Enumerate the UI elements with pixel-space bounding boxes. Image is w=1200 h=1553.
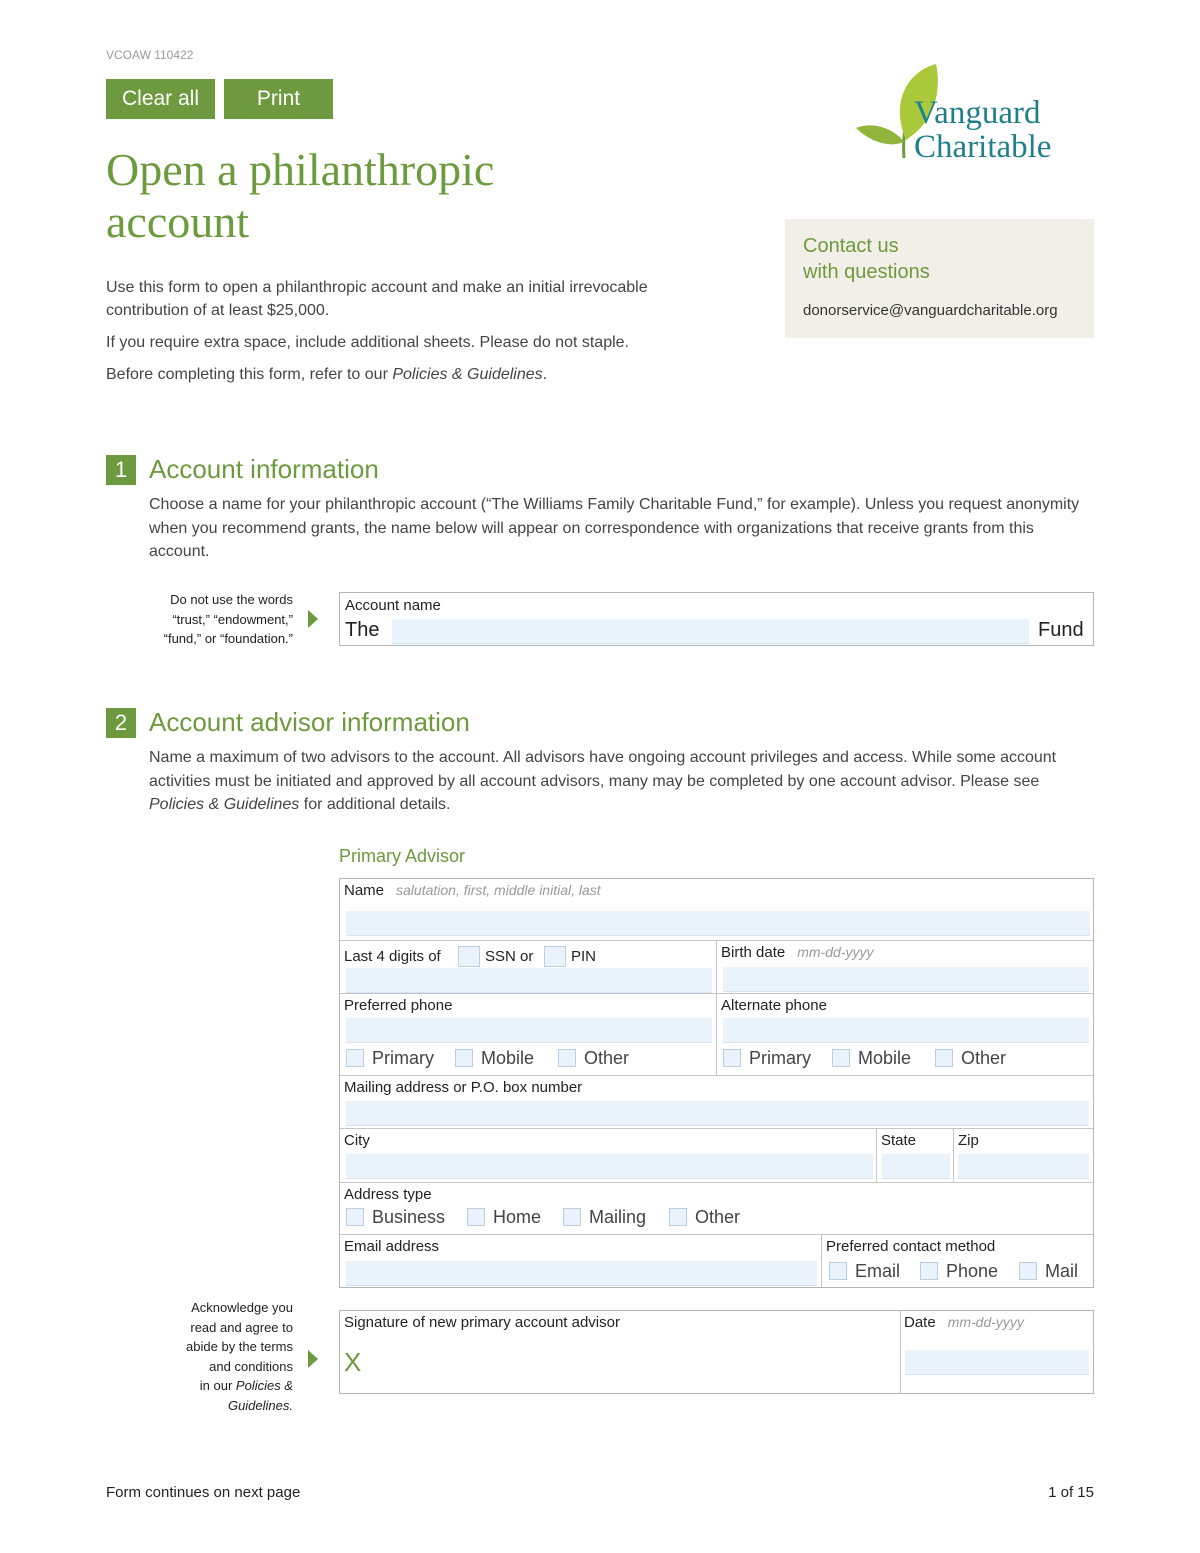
pin-checkbox[interactable]: [544, 946, 566, 967]
contact-phone-label: Phone: [946, 1261, 999, 1281]
name-row: [340, 879, 1093, 941]
preferred-phone-mobile-label: Mobile: [481, 1048, 535, 1068]
vanguard-charitable-logo: [852, 62, 1082, 166]
city-cell: [340, 1129, 877, 1183]
intro-p3: Before completing this form, refer to our Policies & Guidelines.: [106, 366, 548, 383]
preferred-phone-label: Preferred phone: [344, 997, 453, 1014]
contact-email[interactable]: donorservice@vanguardcharitable.org: [803, 302, 1058, 319]
section-2-description: Name a maximum of two advisors to the account. All advisors have ongoing account privileges and access. While some account activities must be initiated and approved by all account advisors, many may be completed by one account advisor. Please see Policies & Guidelines for additional details.: [149, 749, 1057, 813]
account-name-prefix: The: [345, 619, 380, 641]
logo-line-1: Vanguard: [914, 95, 1041, 131]
city-input[interactable]: [346, 1154, 873, 1179]
primary-advisor-form: [339, 878, 1094, 1288]
account-name-input[interactable]: [392, 619, 1029, 644]
alternate-phone-input[interactable]: [723, 1018, 1089, 1043]
primary-advisor-heading: Primary Advisor: [339, 846, 466, 866]
address-business-label: Business: [372, 1207, 446, 1227]
clear-all-button[interactable]: Clear all: [106, 79, 215, 119]
preferred-phone-other-label: Other: [584, 1048, 630, 1068]
title-line-1: Open a philanthropic: [106, 144, 495, 195]
section-2-number: 2: [106, 708, 136, 738]
alternate-phone-primary-label: Primary: [749, 1048, 811, 1068]
zip-label: Zip: [958, 1132, 979, 1149]
signature-box: [339, 1310, 1094, 1394]
arrow-icon: [308, 1350, 318, 1368]
birth-label: Birth date mm-dd-yyyy: [721, 944, 874, 961]
footer-continues: Form continues on next page: [106, 1484, 301, 1501]
state-cell: [877, 1129, 954, 1183]
birth-cell: [717, 941, 1093, 994]
preferred-phone-other-checkbox[interactable]: [558, 1049, 576, 1067]
address-other-checkbox[interactable]: [669, 1208, 687, 1226]
address-other-label: Other: [695, 1207, 741, 1227]
zip-input[interactable]: [958, 1154, 1089, 1179]
logo-line-2: Charitable: [914, 129, 1052, 165]
section-2-title: Account advisor information: [149, 707, 470, 737]
account-name-suffix: Fund: [1038, 619, 1084, 641]
preferred-phone-cell: [340, 994, 717, 1076]
policies-link[interactable]: Policies & Guidelines: [149, 796, 300, 813]
signature-date-label: Date mm-dd-yyyy: [904, 1314, 1024, 1331]
pin-label: PIN: [571, 948, 597, 965]
signature-x-mark: X: [344, 1347, 362, 1377]
address-business-checkbox[interactable]: [346, 1208, 364, 1226]
preferred-phone-primary-checkbox[interactable]: [346, 1049, 364, 1067]
policies-link[interactable]: Policies & Guidelines: [392, 366, 543, 383]
page-number: 1 of 15: [1048, 1484, 1094, 1501]
ssn-prefix: Last 4 digits of: [344, 948, 441, 965]
mailing-address-input[interactable]: [346, 1101, 1089, 1126]
signature-label: Signature of new primary account advisor: [344, 1314, 620, 1331]
address-home-label: Home: [493, 1207, 542, 1227]
name-input[interactable]: [346, 911, 1090, 936]
intro-p1: Use this form to open a philanthropic account and make an initial irrevocable contribution of at least $25,000.: [106, 279, 648, 319]
contact-box: [785, 219, 1094, 338]
arrow-icon: [308, 610, 318, 628]
intro-p2: If you require extra space, include additional sheets. Please do not staple.: [106, 334, 629, 351]
contact-mail-label: Mail: [1045, 1261, 1079, 1281]
section-1-note: Do not use the words “trust,” “endowment,” “fund,” or “foundation.”: [163, 592, 293, 646]
alternate-phone-other-checkbox[interactable]: [935, 1049, 953, 1067]
intro: [106, 276, 726, 386]
alternate-phone-label: Alternate phone: [721, 997, 827, 1014]
preferred-phone-input[interactable]: [346, 1018, 712, 1043]
contact-method-label: Preferred contact method: [826, 1238, 996, 1255]
email-cell: [340, 1235, 822, 1287]
mailing-address-cell: [340, 1076, 1093, 1129]
state-input[interactable]: [882, 1154, 950, 1179]
section-1-number: 1: [106, 455, 136, 485]
section-1-description: Choose a name for your philanthropic account (“The Williams Family Charitable Fund,” for example). Unless you request anonymity when you recommend grants, the name below will appear on correspondence with organizations that receive grants from this account.: [149, 496, 1080, 560]
section-1-title: Account information: [149, 454, 379, 484]
zip-cell: [954, 1129, 1093, 1183]
signature-cell[interactable]: [340, 1311, 901, 1393]
signature-date-input[interactable]: [905, 1350, 1089, 1375]
address-mailing-label: Mailing: [589, 1207, 647, 1227]
contact-email-label: Email: [855, 1261, 901, 1281]
contact-heading-2: with questions: [803, 261, 930, 283]
alternate-phone-cell: [717, 994, 1093, 1076]
account-name-box: [339, 592, 1094, 646]
city-label: City: [344, 1132, 370, 1149]
contact-email-checkbox[interactable]: [829, 1262, 847, 1280]
alternate-phone-other-label: Other: [961, 1048, 1007, 1068]
address-mailing-checkbox[interactable]: [563, 1208, 581, 1226]
signature-date-cell: [901, 1311, 1093, 1393]
ssn-label: SSN or: [485, 948, 534, 965]
state-label: State: [881, 1132, 917, 1149]
preferred-phone-mobile-checkbox[interactable]: [455, 1049, 473, 1067]
address-home-checkbox[interactable]: [467, 1208, 485, 1226]
ssn-cell: [340, 941, 717, 994]
contact-mail-checkbox[interactable]: [1019, 1262, 1037, 1280]
page-title: [106, 144, 706, 248]
address-type-cell: [340, 1183, 1093, 1235]
account-name-label: Account name: [345, 597, 441, 614]
preferred-phone-primary-label: Primary: [372, 1048, 434, 1068]
mailing-address-label: Mailing address or P.O. box number: [344, 1079, 583, 1096]
acknowledge-note: Acknowledge you read and agree to abide by the terms and conditions in our Policies & Guidelines.: [186, 1300, 293, 1413]
alternate-phone-primary-checkbox[interactable]: [723, 1049, 741, 1067]
title-line-2: account: [106, 196, 250, 247]
alternate-phone-mobile-checkbox[interactable]: [832, 1049, 850, 1067]
ssn-input[interactable]: [346, 968, 712, 993]
contact-method-cell: [822, 1235, 1093, 1287]
email-input[interactable]: [346, 1261, 817, 1286]
form-code: VCOAW 110422: [106, 48, 194, 62]
contact-heading-1: Contact us: [803, 235, 899, 257]
email-label: Email address: [344, 1238, 440, 1255]
name-label: Name salutation, first, middle initial, last: [344, 882, 601, 899]
address-type-label: Address type: [344, 1186, 432, 1203]
alternate-phone-mobile-label: Mobile: [858, 1048, 912, 1068]
ssn-checkbox[interactable]: [458, 946, 480, 967]
birth-date-input[interactable]: [723, 967, 1089, 992]
print-button[interactable]: Print: [224, 79, 333, 119]
contact-phone-checkbox[interactable]: [920, 1262, 938, 1280]
